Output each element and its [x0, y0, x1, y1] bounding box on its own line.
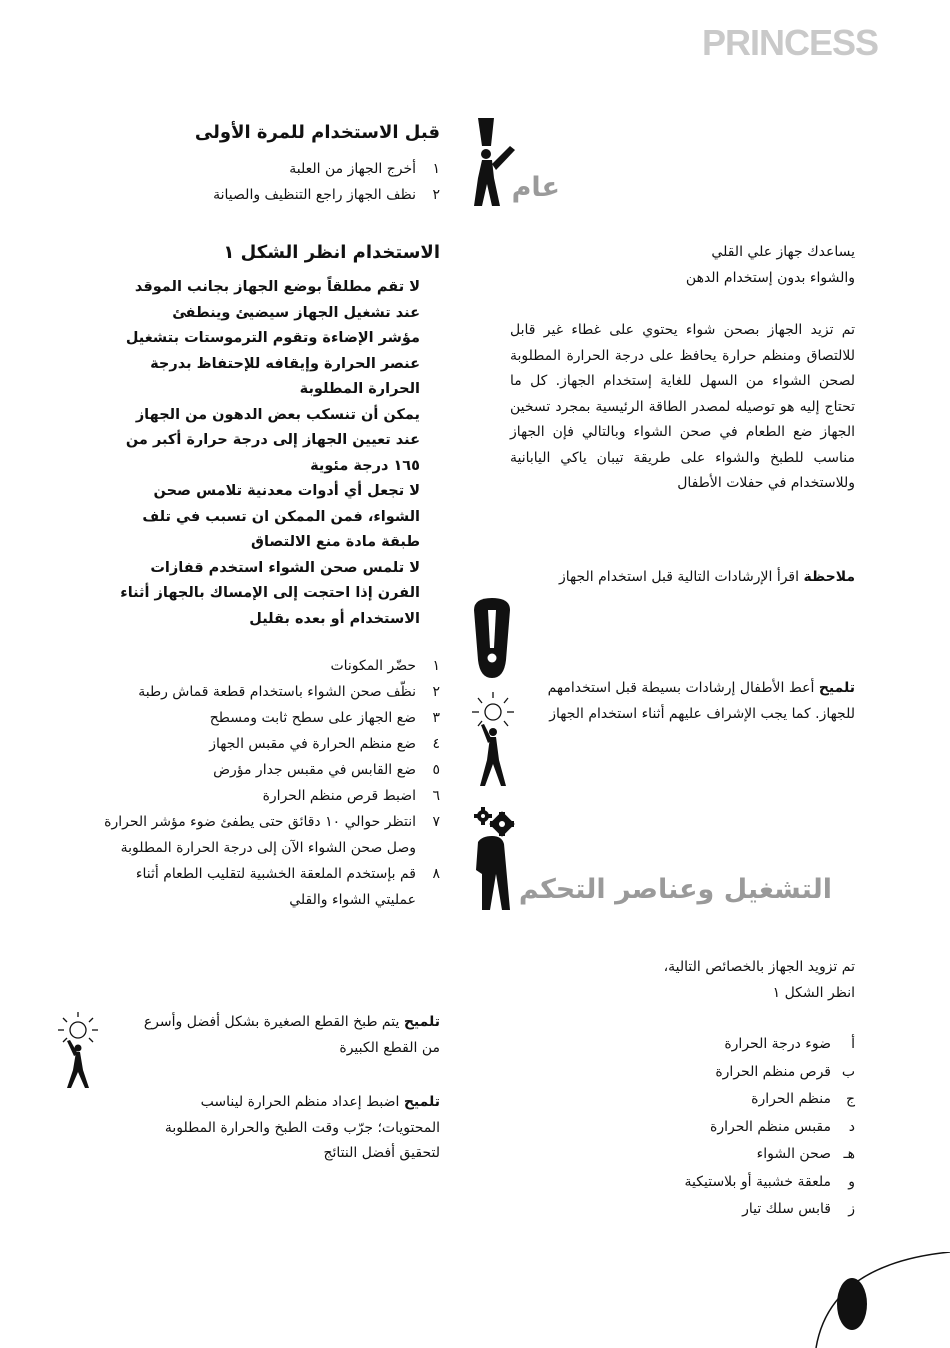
- general-title: عام: [511, 172, 560, 203]
- intro-line: تم تزويد الجهاز بالخصائص التالية،: [663, 959, 855, 975]
- list-item: أ ضوء درجة الحرارة: [724, 1036, 855, 1052]
- list-item: ز قابس سلك تيار: [742, 1201, 855, 1217]
- warning-line: لا تلمس صحن الشواء استخدم قفازات: [150, 559, 420, 576]
- usage-steps: [100, 653, 440, 913]
- list-item: ١ أخرج الجهاز من العلبة: [289, 161, 440, 177]
- first-use-list: [100, 156, 440, 208]
- tip-text: اضبط إعداد منظم الحرارة ليناسب المحتويات؛ جرّب وقت الطبخ والحرارة المطلوبة لتحقيق أفضل النتائج: [164, 1094, 440, 1161]
- list-item: ١ حضّر المكونات: [330, 658, 440, 674]
- list-item: ٤ ضع منظم الحرارة في مقبس الجهاز: [209, 736, 440, 752]
- list-item: ب قرص منظم الحرارة: [715, 1063, 855, 1080]
- list-item: هـ صحن الشواء: [756, 1146, 855, 1162]
- warning-line: ١٦٥ درجة مئوية: [310, 457, 420, 474]
- usage-tip-2: [135, 1090, 440, 1167]
- controls-title: التشغيل وعناصر التحكم: [518, 874, 832, 905]
- list-item: ٣ ضع الجهاز على سطح ثابت ومسطح: [209, 710, 440, 726]
- list-item: ٨ قم بإستخدم الملعقة الخشبية لتقليب الطعام أثناء عمليتي الشواء والقلي: [135, 866, 440, 908]
- list-item: و ملعقة خشبية أو بلاستيكية: [684, 1173, 855, 1190]
- list-item: ٢ نظّف صحن الشواء باستخدام قطعة قماش رطبة: [138, 684, 440, 700]
- intro-line: انظر الشكل ١: [772, 984, 855, 1001]
- controls-parts-list: [515, 1031, 855, 1224]
- first-use-title: قبل الاستخدام للمرة الأولى: [194, 122, 440, 143]
- usage-tip-1: [140, 1010, 440, 1061]
- list-item: ٦ اضبط قرص منظم الحرارة: [262, 788, 440, 804]
- warning-line: عند تعيين الجهاز إلى درجة حرارة أكبر من: [125, 432, 420, 448]
- intro-line: يساعدك جهاز علي القلي: [711, 244, 855, 260]
- page-corner-decoration: [812, 1252, 950, 1348]
- lightbulb-tip-icon: [470, 690, 516, 790]
- usage-title: الاستخدام انظر الشكل ١: [223, 242, 440, 263]
- warning-line: لا تقم مطلقاً بوضع الجهاز بجانب الموقد: [134, 279, 420, 295]
- warning-line: عنصر الحرارة وإيقافه للإحتفاظ بدرجة: [150, 355, 420, 372]
- warning-line: طبقة مادة منع الالتصاق: [250, 534, 420, 550]
- warning-line: الحرارة المطلوبة: [299, 381, 420, 397]
- general-paragraph: تم تزيد الجهاز بصحن شواء يحتوي على غطاء غير قابل للالتصاق ومنظم حرارة يحافظ على درجة الحرارة المطلوبة لصحن الشواء من السهل للغاية إستخدام الجهاز. كل ما تحتاج إليه هو توصيله لمصدر الطاقة الرئيسية بمجرد تسخين الجهاز ضع الطعام في صحن الشواء وبالتالي فإن الجهاز مناسب للطبخ والشواء على طريقة تيبان ياكي اليابانية وللاستخدام في حفلات الأطفال: [510, 322, 855, 491]
- intro-line: والشواء بدون إستخدام الدهن: [685, 269, 855, 286]
- tip-text: يتم طبخ القطع الصغيرة بشكل أفضل وأسرع من القطع الكبيرة: [143, 1014, 440, 1056]
- brand-logo: PRINCESS: [701, 22, 878, 63]
- list-item: ج منظم الحرارة: [751, 1091, 855, 1107]
- warning-exclamation-icon: [470, 596, 514, 682]
- tip-text: أعط الأطفال إرشادات بسيطة قبل استخدامهم للجهاز. كما يجب الإشراف عليهم أثناء استخدام الجهاز: [547, 680, 855, 722]
- tip-label: تلميح: [403, 1094, 440, 1110]
- list-item: ٢ نظف الجهاز راجع التنظيف والصيانة: [213, 187, 440, 203]
- warning-line: لا تجعل أي أدوات معدنية تلامس صحن: [153, 483, 420, 499]
- gear-figure-icon: [470, 806, 520, 916]
- lightbulb-tip-icon: [55, 1010, 101, 1090]
- controls-intro: [515, 955, 855, 1006]
- warning-line: الفرن إذا احتجت إلى الإمساك بالجهاز أثناء: [120, 585, 420, 601]
- general-intro: [515, 240, 855, 291]
- tip-label: تلميح: [818, 680, 855, 696]
- warning-line: الشواء، فمن الممكن ان تسبب في تلف: [142, 508, 420, 525]
- warning-line: عند تشغيل الجهاز سيضيئ وينطفئ: [172, 304, 420, 321]
- list-item: ٥ ضع القابس في مقبس جدار مؤرض: [213, 762, 440, 778]
- general-tip: [510, 676, 855, 727]
- usage-warnings: [90, 275, 420, 632]
- note-label: ملاحظة: [803, 569, 855, 585]
- list-item: د مقبس منظم الحرارة: [710, 1118, 855, 1135]
- note-text: اقرأ الإرشادات التالية قبل استخدام الجهاز: [559, 569, 800, 585]
- tip-label: تلميح: [403, 1014, 440, 1030]
- warning-line: الاستخدام أو بعده بقليل: [249, 610, 420, 627]
- general-note: [510, 565, 855, 591]
- warning-line: يمكن أن تنسكب بعض الدهون من الجهاز: [135, 406, 420, 423]
- list-item: ٧ انتظر حوالي ١٠ دقائق حتى يطفئ ضوء مؤشر الحرارة وصل صحن الشواء الآن إلى درجة الحرارة المطلوبة: [104, 814, 440, 856]
- warning-line: مؤشر الإضاءة وتقوم الترموستات بتشغيل: [125, 330, 420, 346]
